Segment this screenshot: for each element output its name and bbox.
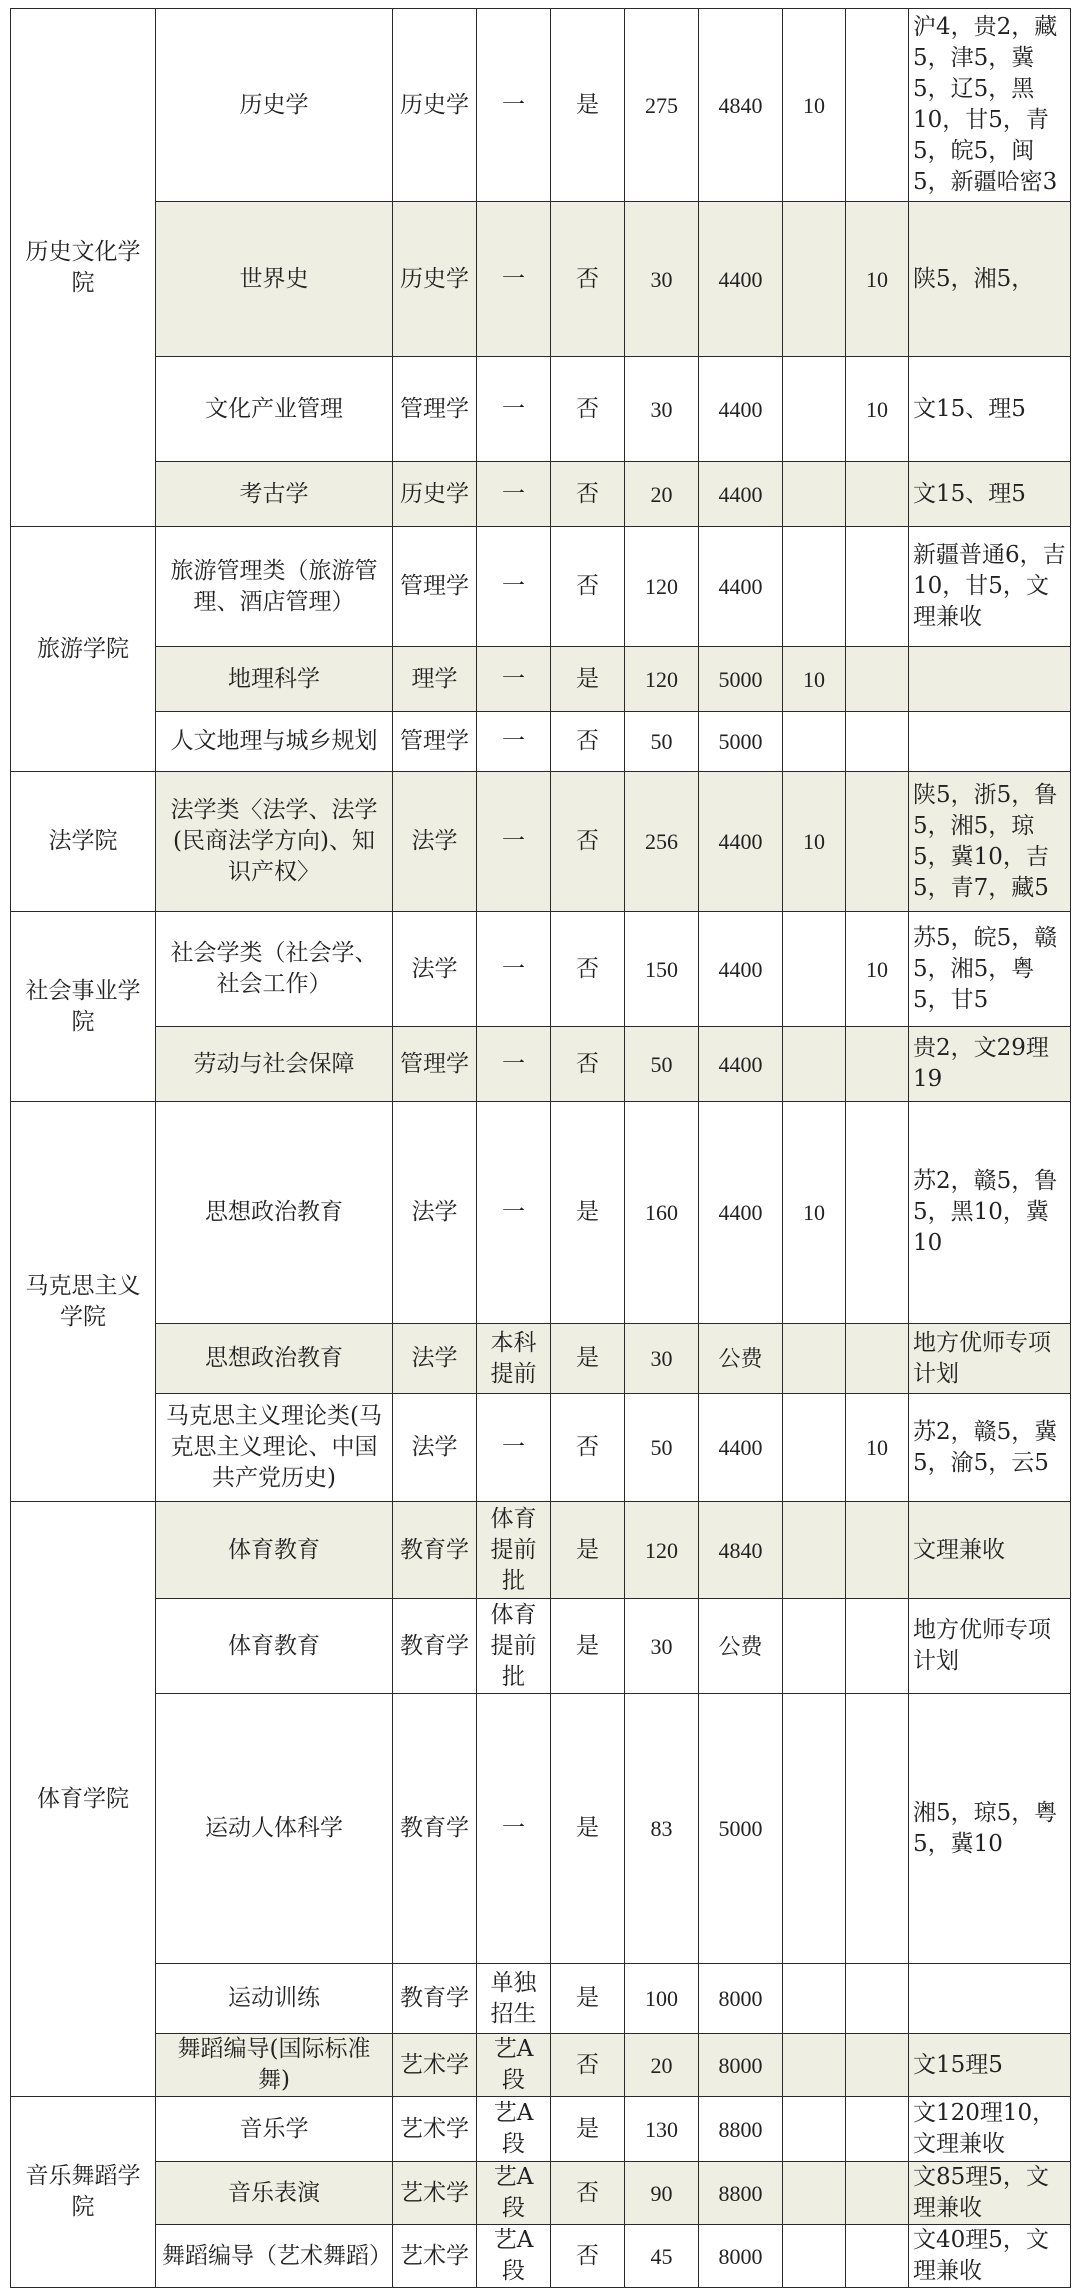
col8-cell — [846, 1964, 909, 2034]
category-cell: 法学 — [393, 1102, 477, 1324]
table-row — [11, 647, 1071, 712]
category-cell: 管理学 — [393, 527, 477, 647]
note-cell — [909, 647, 1071, 712]
flag-cell: 否 — [551, 712, 625, 772]
major-cell: 地理科学 — [156, 647, 393, 712]
count-cell: 50 — [625, 712, 699, 772]
college-name-cell: 体育学院 — [11, 1502, 156, 2097]
college-name-cell: 音乐舞蹈学院 — [11, 2097, 156, 2288]
count-cell: 120 — [625, 1502, 699, 1599]
note-cell: 地方优师专项计划 — [909, 1324, 1071, 1394]
note-cell: 文理兼收 — [909, 1502, 1071, 1599]
batch-cell: 一 — [477, 1102, 551, 1324]
fee-cell: 8000 — [699, 1964, 783, 2034]
count-cell: 30 — [625, 357, 699, 462]
major-cell: 思想政治教育 — [156, 1102, 393, 1324]
flag-cell: 是 — [551, 9, 625, 202]
note-cell: 新疆普通6，吉10，甘5，文理兼收 — [909, 527, 1071, 647]
flag-cell: 否 — [551, 2225, 625, 2288]
major-cell: 考古学 — [156, 462, 393, 527]
col7-cell — [783, 1964, 846, 2034]
note-cell — [909, 1964, 1071, 2034]
fee-cell: 4400 — [699, 1102, 783, 1324]
col8-cell — [846, 1027, 909, 1102]
major-cell: 运动人体科学 — [156, 1694, 393, 1964]
flag-cell: 是 — [551, 1964, 625, 2034]
table-row — [11, 2162, 1071, 2225]
fee-cell: 公费 — [699, 1599, 783, 1694]
major-cell: 音乐表演 — [156, 2162, 393, 2225]
batch-cell: 艺A段 — [477, 2225, 551, 2288]
col7-cell — [783, 357, 846, 462]
table-row — [11, 712, 1071, 772]
major-cell: 法学类〈法学、法学(民商法学方向)、知识产权〉 — [156, 772, 393, 912]
major-cell: 舞蹈编导（艺术舞蹈） — [156, 2225, 393, 2288]
fee-cell: 4400 — [699, 527, 783, 647]
major-cell: 人文地理与城乡规划 — [156, 712, 393, 772]
col8-cell: 10 — [846, 912, 909, 1027]
category-cell: 法学 — [393, 772, 477, 912]
table-row — [11, 2034, 1071, 2097]
category-cell: 管理学 — [393, 712, 477, 772]
count-cell: 275 — [625, 9, 699, 202]
flag-cell: 否 — [551, 912, 625, 1027]
count-cell: 30 — [625, 1599, 699, 1694]
category-cell: 法学 — [393, 1394, 477, 1502]
count-cell: 20 — [625, 2034, 699, 2097]
table-body — [11, 9, 1071, 2288]
count-cell: 45 — [625, 2225, 699, 2288]
count-cell: 20 — [625, 462, 699, 527]
note-cell: 沪4，贵2，藏5，津5，冀5，辽5，黑10，甘5，青5，皖5，闽5，新疆哈密3 — [909, 9, 1071, 202]
count-cell: 50 — [625, 1394, 699, 1502]
batch-cell: 一 — [477, 1027, 551, 1102]
major-cell: 马克思主义理论类(马克思主义理论、中国共产党历史) — [156, 1394, 393, 1502]
batch-cell: 一 — [477, 912, 551, 1027]
fee-cell: 8000 — [699, 2034, 783, 2097]
col8-cell — [846, 2225, 909, 2288]
major-cell: 世界史 — [156, 202, 393, 357]
flag-cell: 否 — [551, 1027, 625, 1102]
batch-cell: 艺A段 — [477, 2097, 551, 2162]
batch-cell: 一 — [477, 1694, 551, 1964]
count-cell: 30 — [625, 1324, 699, 1394]
note-cell: 文85理5，文理兼收 — [909, 2162, 1071, 2225]
category-cell: 教育学 — [393, 1502, 477, 1599]
major-cell: 劳动与社会保障 — [156, 1027, 393, 1102]
flag-cell: 否 — [551, 2162, 625, 2225]
count-cell: 120 — [625, 527, 699, 647]
col7-cell — [783, 2097, 846, 2162]
category-cell: 历史学 — [393, 462, 477, 527]
batch-cell: 一 — [477, 1394, 551, 1502]
major-cell: 社会学类（社会学、社会工作） — [156, 912, 393, 1027]
col7-cell — [783, 2225, 846, 2288]
flag-cell: 是 — [551, 1324, 625, 1394]
batch-cell: 体育提前批 — [477, 1599, 551, 1694]
col8-cell — [846, 2034, 909, 2097]
batch-cell: 单独招生 — [477, 1964, 551, 2034]
col7-cell: 10 — [783, 647, 846, 712]
flag-cell: 是 — [551, 2097, 625, 2162]
table-row — [11, 1394, 1071, 1502]
col7-cell — [783, 2162, 846, 2225]
col8-cell — [846, 1324, 909, 1394]
flag-cell: 否 — [551, 202, 625, 357]
col7-cell — [783, 1599, 846, 1694]
col8-cell: 10 — [846, 357, 909, 462]
major-cell: 文化产业管理 — [156, 357, 393, 462]
col7-cell — [783, 1502, 846, 1599]
count-cell: 83 — [625, 1694, 699, 1964]
major-cell: 历史学 — [156, 9, 393, 202]
col7-cell: 10 — [783, 772, 846, 912]
count-cell: 50 — [625, 1027, 699, 1102]
flag-cell: 是 — [551, 1694, 625, 1964]
flag-cell: 是 — [551, 1102, 625, 1324]
fee-cell: 4400 — [699, 772, 783, 912]
note-cell: 苏2，赣5，冀5，渝5，云5 — [909, 1394, 1071, 1502]
fee-cell: 8800 — [699, 2162, 783, 2225]
count-cell: 130 — [625, 2097, 699, 2162]
col7-cell — [783, 912, 846, 1027]
col8-cell — [846, 527, 909, 647]
fee-cell: 4400 — [699, 1027, 783, 1102]
count-cell: 90 — [625, 2162, 699, 2225]
col8-cell — [846, 2097, 909, 2162]
table-row — [11, 1964, 1071, 2034]
fee-cell: 4400 — [699, 202, 783, 357]
count-cell: 120 — [625, 647, 699, 712]
note-cell: 贵2，文29理19 — [909, 1027, 1071, 1102]
table-row — [11, 527, 1071, 647]
col8-cell — [846, 2162, 909, 2225]
flag-cell: 否 — [551, 357, 625, 462]
fee-cell: 5000 — [699, 1694, 783, 1964]
flag-cell: 是 — [551, 1599, 625, 1694]
count-cell: 256 — [625, 772, 699, 912]
col8-cell — [846, 1502, 909, 1599]
col8-cell: 10 — [846, 202, 909, 357]
fee-cell: 4400 — [699, 357, 783, 462]
batch-cell: 体育提前批 — [477, 1502, 551, 1599]
col8-cell — [846, 1599, 909, 1694]
batch-cell: 一 — [477, 712, 551, 772]
col7-cell: 10 — [783, 9, 846, 202]
college-name-cell: 马克思主义学院 — [11, 1102, 156, 1502]
fee-cell: 5000 — [699, 647, 783, 712]
batch-cell: 一 — [477, 772, 551, 912]
table-row — [11, 912, 1071, 1027]
count-cell: 150 — [625, 912, 699, 1027]
batch-cell: 一 — [477, 357, 551, 462]
col7-cell — [783, 712, 846, 772]
col8-cell — [846, 647, 909, 712]
col7-cell — [783, 1027, 846, 1102]
batch-cell: 一 — [477, 9, 551, 202]
col8-cell — [846, 1102, 909, 1324]
note-cell: 陕5，浙5，鲁5，湘5，琼5，冀10，吉5，青7，藏5 — [909, 772, 1071, 912]
category-cell: 教育学 — [393, 1599, 477, 1694]
major-cell: 旅游管理类（旅游管理、酒店管理） — [156, 527, 393, 647]
batch-cell: 一 — [477, 202, 551, 357]
col8-cell — [846, 712, 909, 772]
major-cell: 运动训练 — [156, 1964, 393, 2034]
col8-cell — [846, 772, 909, 912]
note-cell: 苏2，赣5，鲁5，黑10，冀10 — [909, 1102, 1071, 1324]
category-cell: 艺术学 — [393, 2097, 477, 2162]
category-cell: 艺术学 — [393, 2162, 477, 2225]
table-row — [11, 9, 1071, 202]
major-cell: 思想政治教育 — [156, 1324, 393, 1394]
batch-cell: 一 — [477, 527, 551, 647]
college-name-cell: 法学院 — [11, 772, 156, 912]
category-cell: 法学 — [393, 912, 477, 1027]
col8-cell — [846, 1694, 909, 1964]
table-row — [11, 1324, 1071, 1394]
table-row — [11, 1694, 1071, 1964]
table-row — [11, 1502, 1071, 1599]
col7-cell — [783, 462, 846, 527]
note-cell: 苏5，皖5，赣5，湘5，粤5，甘5 — [909, 912, 1071, 1027]
flag-cell: 否 — [551, 2034, 625, 2097]
college-name-cell: 旅游学院 — [11, 527, 156, 772]
note-cell: 陕5，湘5， — [909, 202, 1071, 357]
batch-cell: 一 — [477, 647, 551, 712]
flag-cell: 否 — [551, 772, 625, 912]
major-cell: 体育教育 — [156, 1502, 393, 1599]
fee-cell: 8800 — [699, 2097, 783, 2162]
note-cell: 文15理5 — [909, 2034, 1071, 2097]
category-cell: 艺术学 — [393, 2225, 477, 2288]
table-row — [11, 1027, 1071, 1102]
fee-cell: 4840 — [699, 9, 783, 202]
col7-cell: 10 — [783, 1102, 846, 1324]
fee-cell: 5000 — [699, 712, 783, 772]
category-cell: 管理学 — [393, 1027, 477, 1102]
college-name-cell: 社会事业学院 — [11, 912, 156, 1102]
note-cell: 文15、理5 — [909, 357, 1071, 462]
col8-cell: 10 — [846, 1394, 909, 1502]
major-cell: 舞蹈编导(国际标准舞) — [156, 2034, 393, 2097]
flag-cell: 否 — [551, 1394, 625, 1502]
category-cell: 理学 — [393, 647, 477, 712]
col7-cell — [783, 527, 846, 647]
enrollment-plan-table — [10, 8, 1071, 2288]
college-name-cell: 历史文化学院 — [11, 9, 156, 527]
fee-cell: 4400 — [699, 462, 783, 527]
count-cell: 100 — [625, 1964, 699, 2034]
table-row — [11, 1599, 1071, 1694]
flag-cell: 是 — [551, 647, 625, 712]
table-row — [11, 202, 1071, 357]
note-cell: 文40理5，文理兼收 — [909, 2225, 1071, 2288]
table-row — [11, 357, 1071, 462]
fee-cell: 4400 — [699, 912, 783, 1027]
category-cell: 管理学 — [393, 357, 477, 462]
note-cell: 文15、理5 — [909, 462, 1071, 527]
table-row — [11, 462, 1071, 527]
fee-cell: 4400 — [699, 1394, 783, 1502]
flag-cell: 是 — [551, 1502, 625, 1599]
category-cell: 艺术学 — [393, 2034, 477, 2097]
note-cell — [909, 712, 1071, 772]
batch-cell: 本科提前 — [477, 1324, 551, 1394]
fee-cell: 公费 — [699, 1324, 783, 1394]
table-row — [11, 772, 1071, 912]
note-cell: 地方优师专项计划 — [909, 1599, 1071, 1694]
fee-cell: 4840 — [699, 1502, 783, 1599]
col7-cell — [783, 1394, 846, 1502]
category-cell: 教育学 — [393, 1694, 477, 1964]
col7-cell — [783, 202, 846, 357]
category-cell: 法学 — [393, 1324, 477, 1394]
category-cell: 历史学 — [393, 9, 477, 202]
count-cell: 160 — [625, 1102, 699, 1324]
note-cell: 文120理10，文理兼收 — [909, 2097, 1071, 2162]
count-cell: 30 — [625, 202, 699, 357]
note-cell: 湘5，琼5，粤5，冀10 — [909, 1694, 1071, 1964]
flag-cell: 否 — [551, 527, 625, 647]
col8-cell — [846, 462, 909, 527]
major-cell: 体育教育 — [156, 1599, 393, 1694]
table-row — [11, 1102, 1071, 1324]
fee-cell: 8000 — [699, 2225, 783, 2288]
flag-cell: 否 — [551, 462, 625, 527]
batch-cell: 艺A段 — [477, 2034, 551, 2097]
col8-cell — [846, 9, 909, 202]
table-row — [11, 2225, 1071, 2288]
table-row — [11, 2097, 1071, 2162]
batch-cell: 一 — [477, 462, 551, 527]
major-cell: 音乐学 — [156, 2097, 393, 2162]
category-cell: 教育学 — [393, 1964, 477, 2034]
col7-cell — [783, 1324, 846, 1394]
category-cell: 历史学 — [393, 202, 477, 357]
batch-cell: 艺A段 — [477, 2162, 551, 2225]
col7-cell — [783, 1694, 846, 1964]
col7-cell — [783, 2034, 846, 2097]
